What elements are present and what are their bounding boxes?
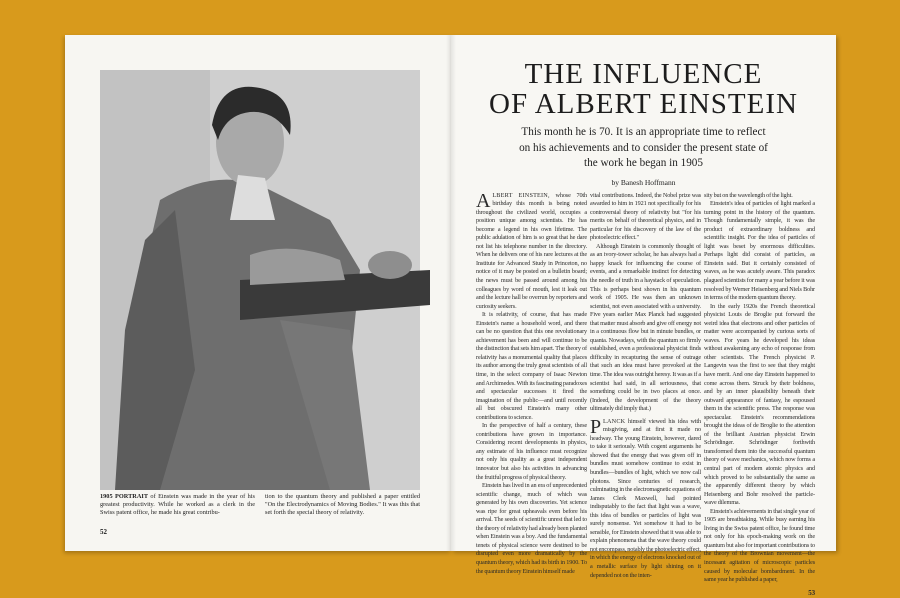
- article: [451, 59, 836, 598]
- paragraph: Although Einstein is commonly thought of as an ivory-tower scholar, he has always had a happy knack for influencing the course of events, and a remarkable instinct for detecting the needle of truth in a haystack of speculation. This is perhaps best shown in his quantum work of 1905. He was then an unknown scientist, not even associated with a university. Five years earlier Max Planck had suggested that matter must absorb and give off energy not in a continuous flow but in minute bundles, or quanta. Nowadays, with the quantum so firmly established, even a professional physicist finds difficulty in recapturing the sense of outrage that such an idea must have provoked at the time. The idea was outright heresy. It was as if a scientist had said, in all seriousness, that something could be in two places at once. (Indeed, the development of the theory ultimately did imply that.): [590, 243, 701, 414]
- paragraph: Einstein's idea of particles of light marked a turning point in the history of the quantum. Though fundamentally simple, it was the product of extraordinary boldness and scientific insight. For the idea of particles of light was beset by enormous difficulties. Perhaps light did consist of particles, as Einstein said. But it certainly consisted of waves, as he was acutely aware. This paradox plagued scientists for many a year before it was resolved by Werner Heisenberg and Niels Bohr in terms of the modern quantum theory.: [704, 200, 815, 303]
- paragraph: [476, 192, 587, 312]
- einstein-portrait-photo: [100, 70, 420, 490]
- photo-caption: [100, 493, 420, 518]
- text-column-3: [704, 192, 815, 598]
- paragraph: sity but on the wavelength of the light.: [704, 192, 815, 201]
- drop-cap: A: [476, 193, 490, 209]
- paragraph: In the early 1920s the French theoretical physicist Louis de Broglie put forward the weird idea that electrons and other particles of matter were accompanied by curious sorts of waves. For years he developed his ideas without awakening any echo of response from other scientists. The French physicist P. Langevin was the first to see that they might have merit. And one day Einstein happened to come across them. Struck by their boldness, and by an inner plausibility beneath their outward appearance of fantasy, he espoused them in the scientific press. The response was spectacular. Einstein's recommendations brought the ideas of de Broglie to the attention of the brilliant Austrian physicist Erwin Schrödinger. Schrödinger forthwith transformed them into the successful quantum theory of wave mechanics, which now forms a central part of modern atomic physics and which proved to be substantially the same as the apparently different theory by which Heisenberg and Bohr resolved the particle-wave dilemma.: [704, 303, 815, 508]
- page-number-left: 52: [100, 528, 107, 536]
- lead-caps: LANCK: [603, 418, 625, 425]
- page-gutter: [446, 35, 456, 551]
- article-title: [451, 59, 836, 119]
- caption-text-1: of Einstein was made in the year of his greatest productivity. While he worked as a clerk in the Swiss patent office, he made his great contribu-: [100, 493, 255, 516]
- paragraph: vital contributions. Indeed, the Nobel prize was awarded to him in 1921 not specifically for his controversial theory of relativity but "for his merits on behalf of theoretical physics, and in particular for his discovery of the law of the photoelectric effect.": [590, 192, 701, 243]
- article-subtitle: This month he is 70. It is an appropriate time to reflect on his achievements and to consider the present state of the work he began in 1905: [519, 125, 769, 172]
- paragraph: It is relativity, of course, that has made Einstein's name a household word, and there can be no question that this one revolutionary achievement has been and will continue to be the distinction that sets him apart. The theory of relativity has a monumental quality that places its author among the truly great scientists of all time, in the select company of Isaac Newton and Archimedes. With its fascinating paradoxes and spectacular successes it fired the imagination of the public—and until recently all but obscured Einstein's many other contributions to science.: [476, 311, 587, 422]
- text-column-2: [590, 192, 701, 598]
- paragraph: [590, 418, 701, 580]
- title-line-1: THE INFLUENCE: [451, 59, 836, 89]
- caption-column-1: [100, 493, 255, 518]
- caption-lead: 1905 PORTRAIT: [100, 493, 148, 500]
- left-page: [65, 35, 451, 551]
- byline: by Banesh Hoffmann: [451, 178, 836, 187]
- paragraph-text: whose 70th birthday this month is being noted throughout the civilized world, occupies a position unique among scientists. He has become a legend in his own lifetime. The public adulation of him is so great that he dare not list his telephone number in the directory. When he delivers one of his rare lectures at the Institute for Advanced Study in Princeton, no notice of it may be posted on a bulletin board; the news must be passed around among his colleagues by word of mouth, lest it leak out and the lecture hall be overrun by reporters and curiosity seekers.: [476, 192, 587, 310]
- text-columns: [476, 192, 816, 598]
- paragraph: In the perspective of half a century, these contributions have grown in importance. Considering recent developments in physics, any estimate of his influence must recognize not only his quality as a great independent innovator but also his activities in advancing the fruitful progress of physical theory.: [476, 422, 587, 482]
- title-line-2: OF ALBERT EINSTEIN: [451, 89, 836, 119]
- paragraph: Einstein has lived in an era of unprecedented scientific change, much of which was generated by his own discoveries. Yet science was ripe for great upheavals even before his arrival. The seeds of scientific unrest that led to the theory of relativity had already been planted when Einstein was a boy. And the fundamental tenets of physical science were destined to be disrupted even more dramatically by the quantum theory, which had its birth in 1900. To the quantum theory Einstein himself made: [476, 482, 587, 576]
- caption-column-2: tion to the quantum theory and published a paper entitled "On the Electrodynamics of Moving Bodies." It was this that set forth the special theory of relativity.: [265, 493, 420, 518]
- lead-caps: LBERT EINSTEIN,: [492, 192, 549, 199]
- right-page: [451, 35, 836, 551]
- page-number-right: 53: [808, 589, 815, 597]
- drop-cap: P: [590, 419, 601, 435]
- paragraph: Einstein's achievements in that single year of 1905 are breathtaking. While busy earning his living in the Swiss patent office, he found time not only for his epoch-making work on the quantum but also for important contributions to the theory of the Brownian movement—the incessant agitation of microscopic particles caused by molecular bombardment. In the same year he published a paper,: [704, 508, 815, 585]
- portrait-illustration: [100, 70, 420, 490]
- paragraph-text: himself viewed his idea with misgiving, and at first it made no headway. The young Einstein, however, dared to take it seriously. With cogent arguments he showed that the energy that was given off in bundles must somehow continue to exist in bundles—bundles of light, which we now call photons. Since centuries of research, culminating in the electromagnetic equations of James Clerk Maxwell, had pointed indisputably to the fact that light was a wave, this idea of bundles or particles of light was surely nonsense. Yet somehow it had to be sensible, for Einstein showed that it was able to explain phenomena that the wave theory could not encompass, notably the photoelectric effect, in which the energy of electrons knocked out of a metallic surface by light shining on it depended not on the inten-: [590, 418, 701, 579]
- text-column-1: [476, 192, 587, 598]
